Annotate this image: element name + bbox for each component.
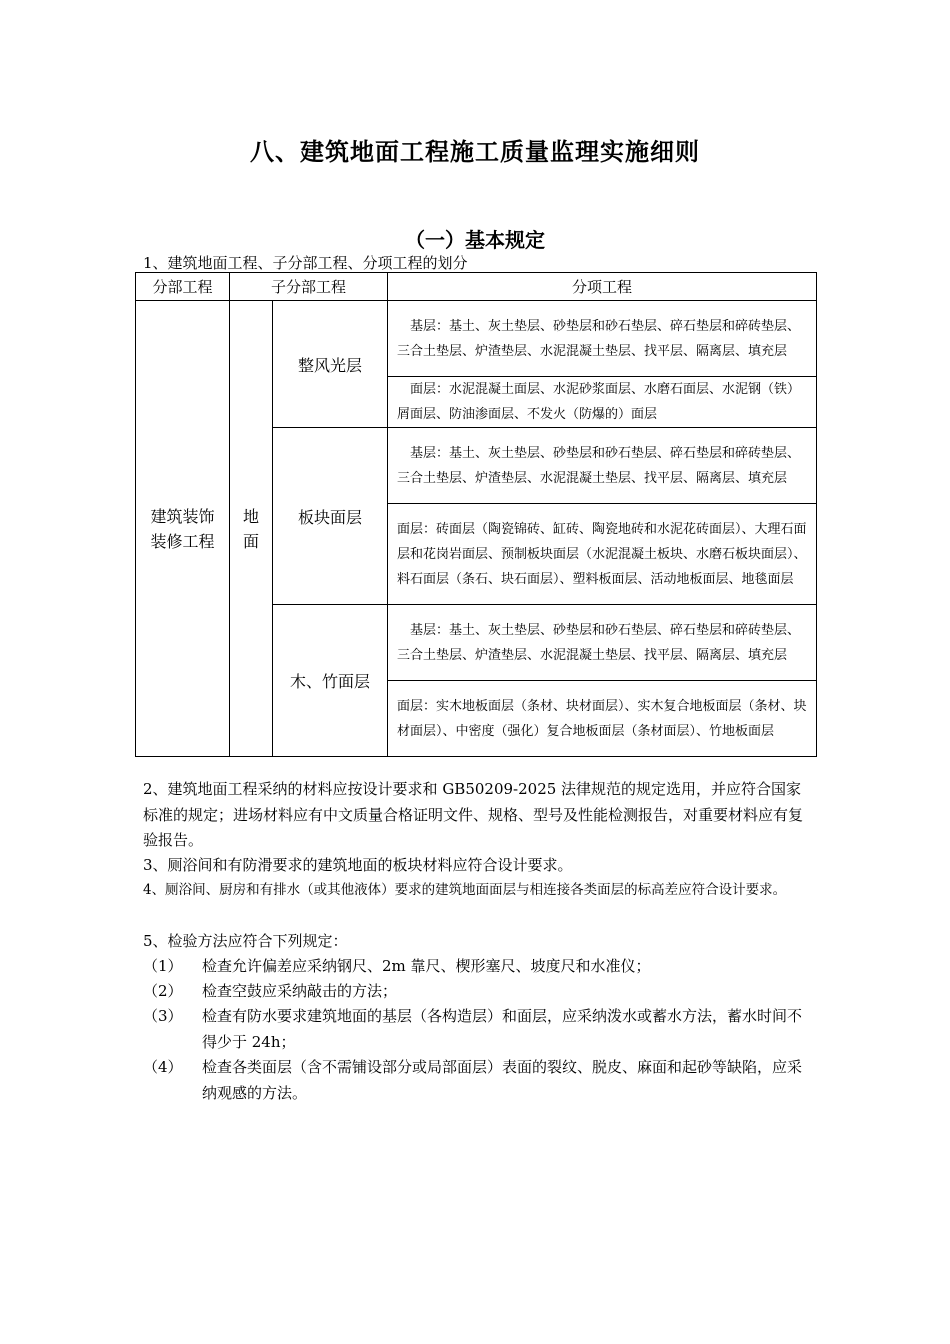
table-row (136, 301, 817, 377)
group-base-cell: 基层：基土、灰土垫层、砂垫层和砂石垫层、碎石垫层和碎砖垫层、三合土垫层、炉渣垫层、水泥混凝土垫层、找平层、隔离层、填充层 (388, 605, 817, 681)
division-name: 建筑装饰装修工程 (150, 506, 215, 551)
paragraph-5: 5、检验方法应符合下列规定： (143, 932, 348, 950)
header-item: 分项工程 (388, 273, 817, 301)
page-title: 八、建筑地面工程施工质量监理实施细则 (250, 137, 700, 166)
list-item-number: （1） (143, 957, 183, 975)
list-item (143, 979, 808, 1005)
group-surface-cell: 面层：实木地板面层（条材、块材面层）、实木复合地板面层（条材、块材面层）、中密度（强化）复合地板面层（条材面层）、竹地板面层 (388, 681, 817, 757)
list-item-number: （2） (143, 982, 183, 1000)
header-division: 分部工程 (136, 273, 230, 301)
subdivision-name: 地面 (242, 506, 259, 551)
group-surface-cell: 面层：砖面层（陶瓷锦砖、缸砖、陶瓷地砖和水泥花砖面层）、大理石面层和花岗岩面层、预制板块面层（水泥混凝土板块、水磨石板块面层）、料石面层（条石、块石面层）、塑料板面层、活动地板面层、地毯面层 (388, 504, 817, 605)
paragraph-2: 2、建筑地面工程采纳的材料应按设计要求和 GB50209-2025 法律规范的规定选用，并应符合国家标准的规定；进场材料应有中文质量合格证明文件、规格、型号及性能检测报告，对重要材料应有复验报告。 (143, 780, 804, 849)
paragraph-3: 3、厕浴间和有防滑要求的建筑地面的板块材料应符合设计要求。 (143, 856, 573, 874)
table-header-row (136, 273, 817, 301)
list-item-text: 检查各类面层（含不需铺设部分或局部面层）表面的裂纹、脱皮、麻面和起砂等缺陷，应采纳观感的方法。 (202, 1058, 803, 1102)
group-base-cell: 基层：基土、灰土垫层、砂垫层和砂石垫层、碎石垫层和碎砖垫层、三合土垫层、炉渣垫层、水泥混凝土垫层、找平层、隔离层、填充层 (388, 428, 817, 504)
subdivision-cell (230, 301, 273, 757)
group-name-cell: 整风光层 (273, 301, 388, 428)
list-item-number: （4） (143, 1058, 183, 1076)
list-item (143, 954, 808, 980)
list-item-text: 检查允许偏差应采纳钢尺、2m 靠尺、楔形塞尺、坡度尺和水准仪； (202, 957, 651, 975)
list-item-text: 检查有防水要求建筑地面的基层（各构造层）和面层，应采纳泼水或蓄水方法，蓄水时间不得少于 24h； (202, 1007, 803, 1051)
list-item-number: （3） (143, 1007, 183, 1025)
paragraph-4: 4、厕浴间、厨房和有排水（或其他液体）要求的建筑地面面层与相连接各类面层的标高差应符合设计要求。 (143, 882, 787, 898)
group-name-cell: 板块面层 (273, 428, 388, 605)
list-item (143, 1004, 808, 1055)
division-cell (136, 301, 230, 757)
group-base-cell: 基层：基土、灰土垫层、砂垫层和砂石垫层、碎石垫层和碎砖垫层、三合土垫层、炉渣垫层、水泥混凝土垫层、找平层、隔离层、填充层 (388, 301, 817, 377)
table-intro: 1、建筑地面工程、子分部工程、分项工程的划分 (143, 254, 468, 272)
division-table (135, 272, 817, 757)
header-subdivision: 子分部工程 (230, 273, 388, 301)
group-surface-cell: 面层：水泥混凝土面层、水泥砂浆面层、水磨石面层、水泥钢（铁）屑面层、防油渗面层、不发火（防爆的）面层 (388, 377, 817, 428)
list-item (143, 1055, 808, 1106)
group-name-cell: 木、竹面层 (273, 605, 388, 757)
section-title: （一）基本规定 (405, 228, 545, 252)
list-item-text: 检查空鼓应采纳敲击的方法； (202, 982, 398, 1000)
